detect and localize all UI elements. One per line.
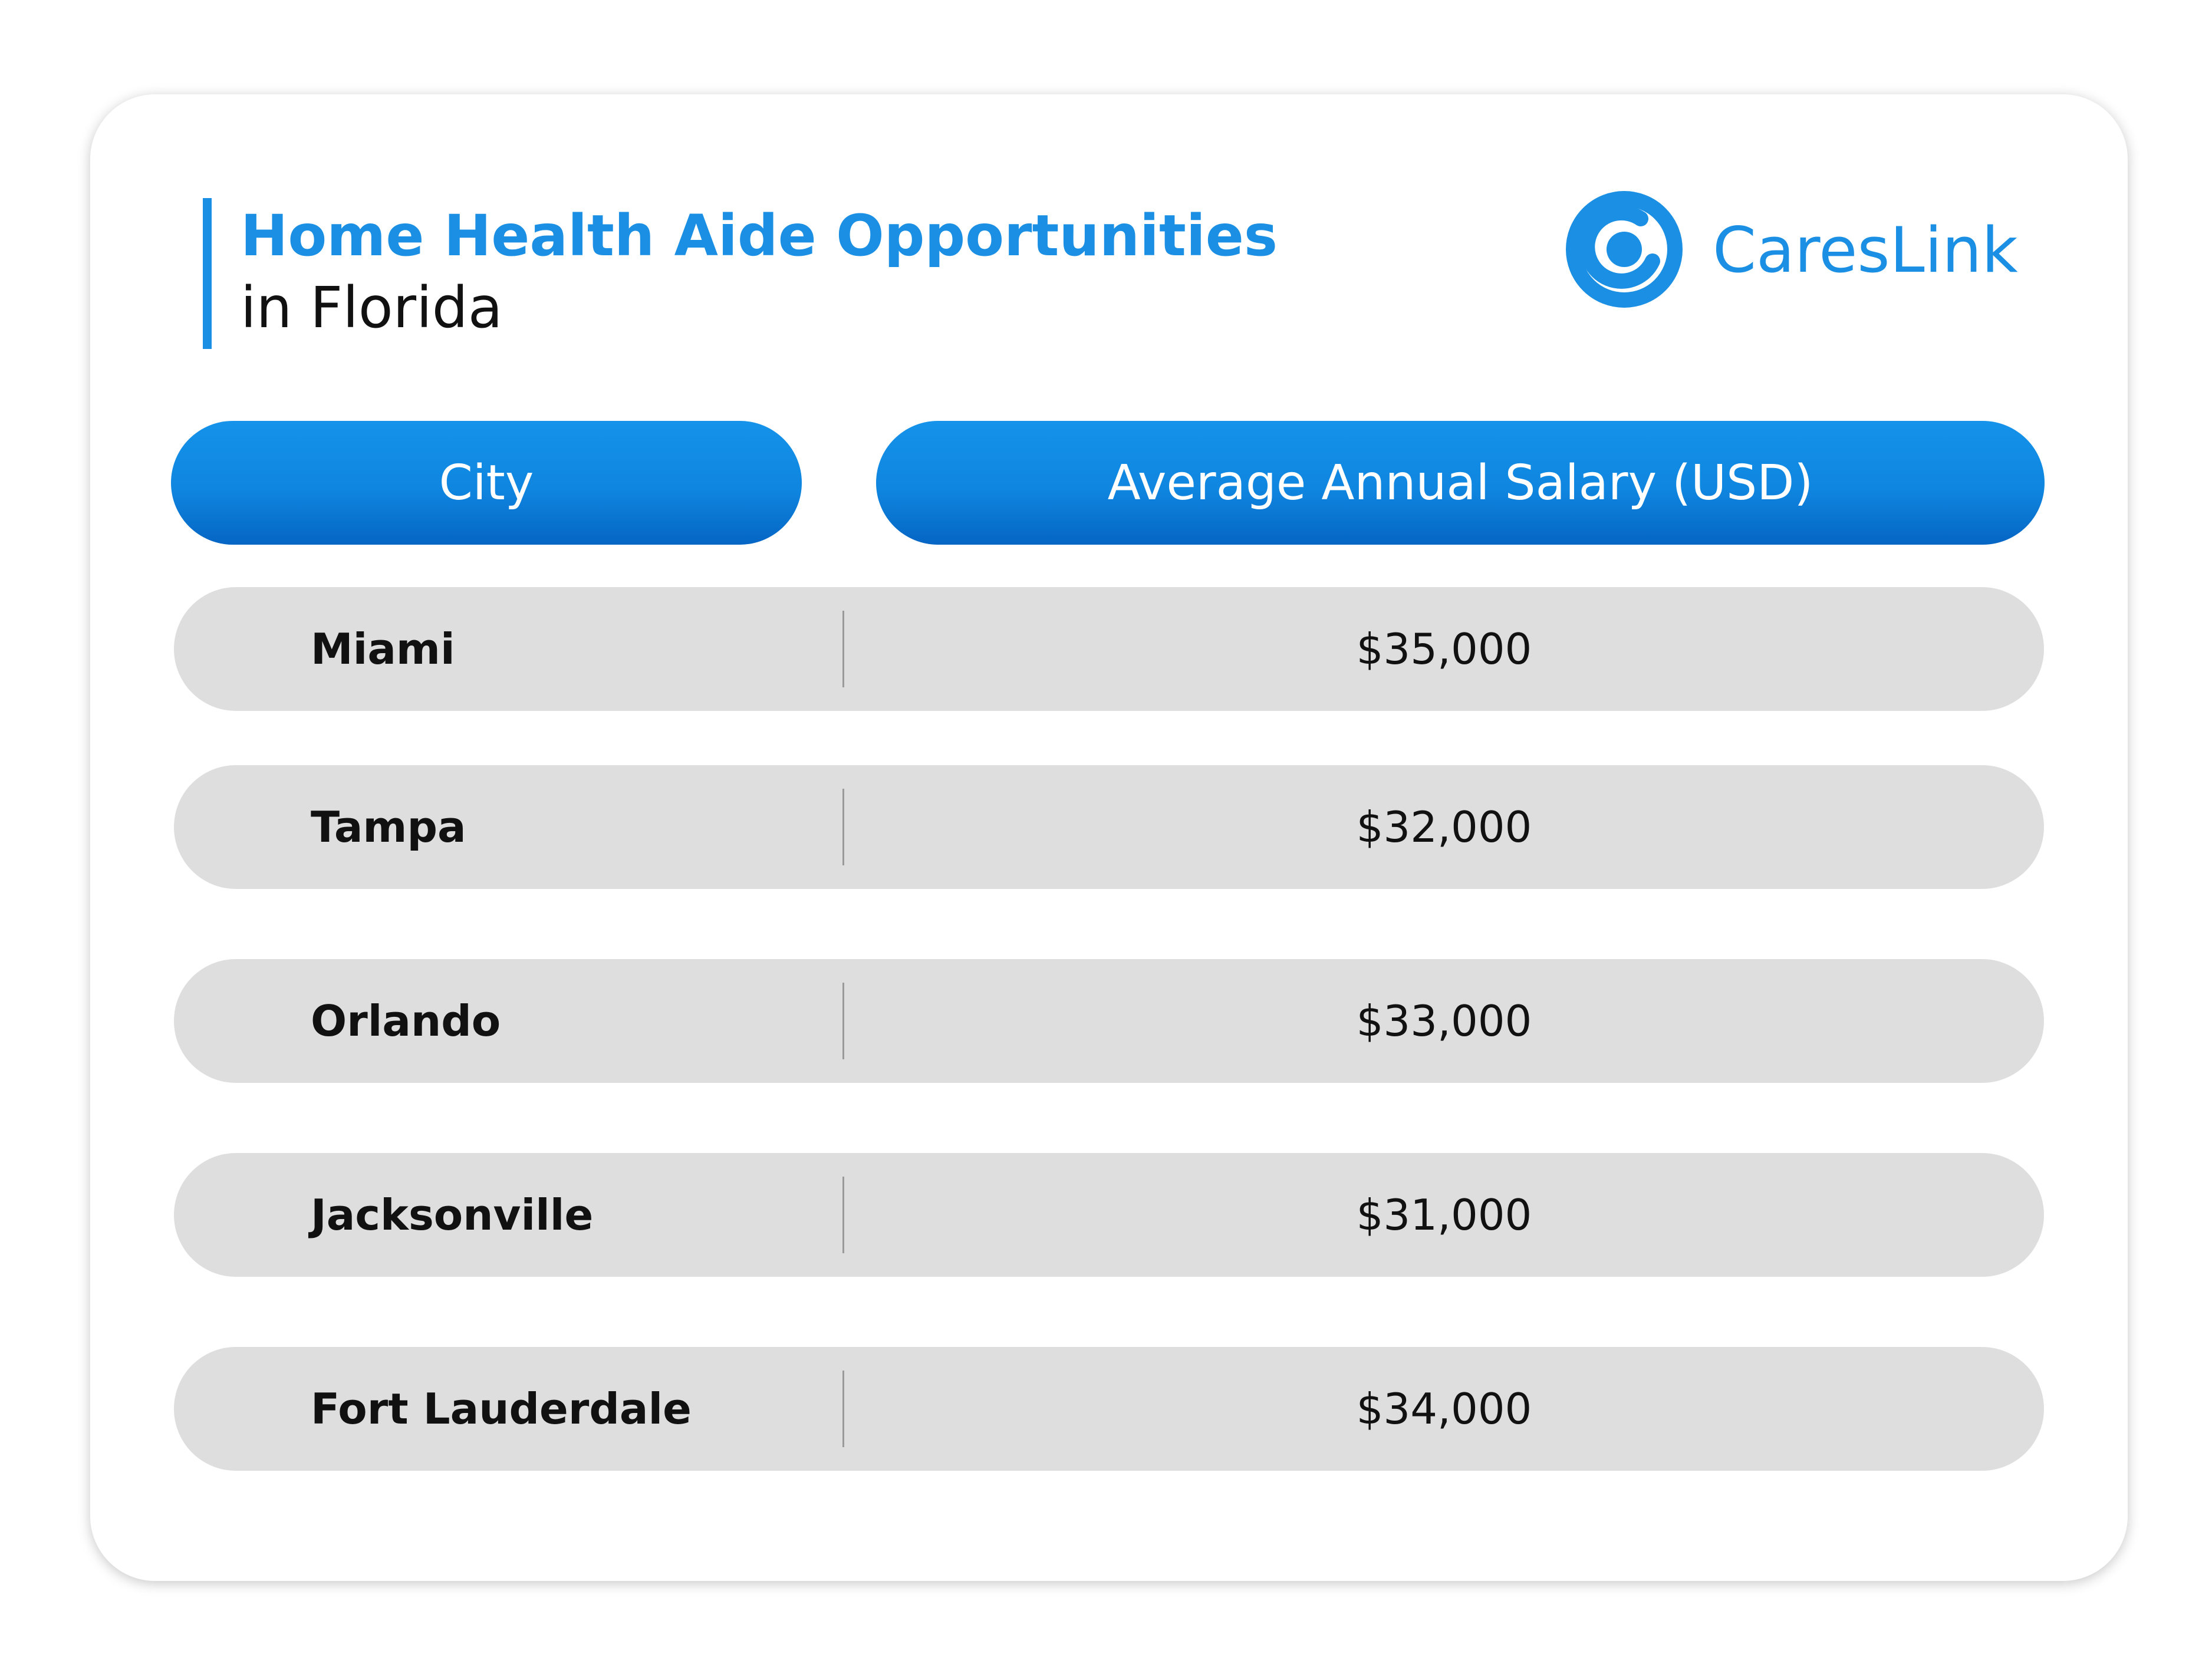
page-subtitle: in Florida — [241, 275, 503, 341]
table-row — [174, 1153, 2044, 1277]
table-row — [174, 765, 2044, 889]
table-row — [174, 1347, 2044, 1471]
row-salary-value: $32,000 — [1356, 802, 1532, 852]
row-city-label: Miami — [311, 624, 455, 674]
title-accent-bar — [203, 198, 212, 349]
table-row — [174, 587, 2044, 711]
careslink-logo-icon — [1565, 190, 1683, 308]
row-salary-value: $34,000 — [1356, 1384, 1532, 1434]
row-salary-value: $33,000 — [1356, 996, 1532, 1046]
table-row — [174, 959, 2044, 1083]
page-title: Home Health Aide Opportunities — [241, 203, 1278, 269]
row-salary-value: $31,000 — [1356, 1190, 1532, 1240]
brand-name: CaresLink — [1713, 214, 2018, 286]
row-city-label: Orlando — [311, 996, 501, 1046]
row-salary-value: $35,000 — [1356, 624, 1532, 674]
column-header-city: City — [171, 421, 802, 545]
column-header-salary: Average Annual Salary (USD) — [876, 421, 2045, 545]
row-city-label: Tampa — [311, 802, 466, 852]
row-city-label: Jacksonville — [311, 1190, 594, 1240]
row-city-label: Fort Lauderdale — [311, 1384, 692, 1434]
